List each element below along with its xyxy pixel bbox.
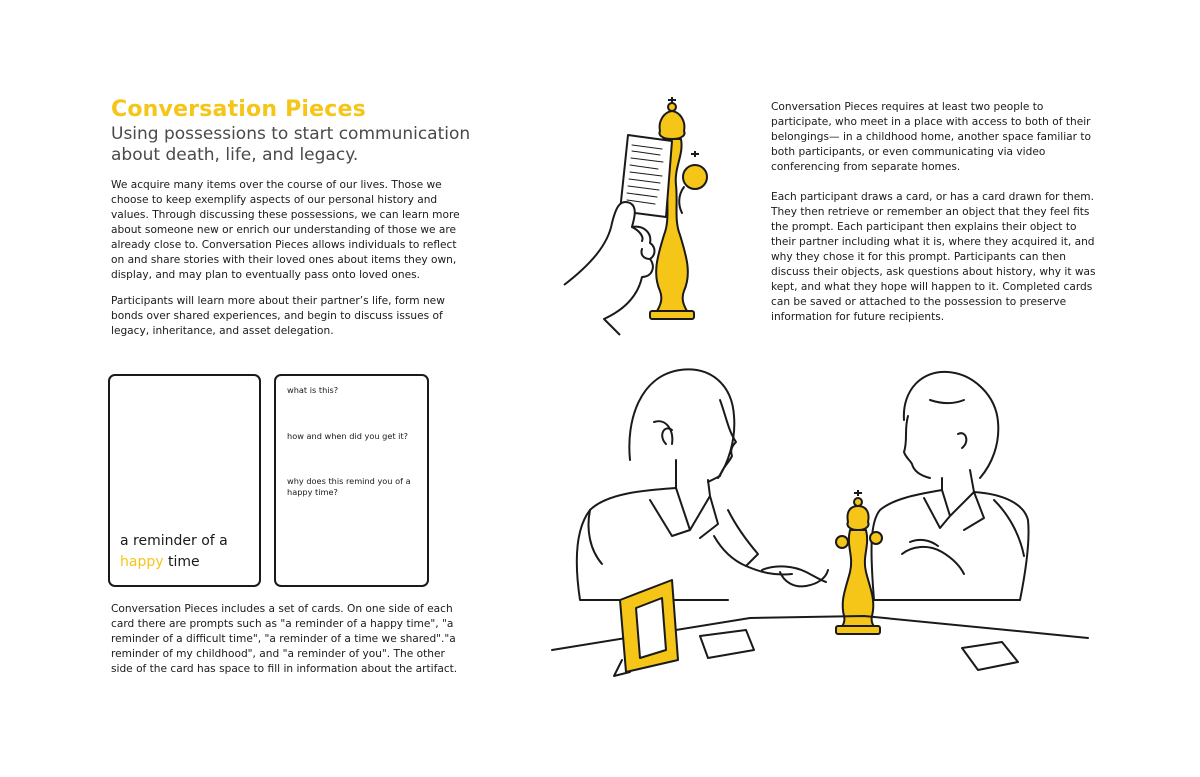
left-person-figure [577, 369, 792, 600]
card-on-table-right-icon [962, 642, 1018, 670]
card-front [108, 374, 261, 587]
intro-paragraph-2: Participants will learn more about their partner’s life, form new bonds over shared experiences, and begin to discuss issues of legacy, inheritance, and asset delegation. [111, 295, 445, 337]
card-front-label-line1: a reminder of a [120, 533, 228, 549]
page-subtitle: Using possessions to start communication about death, life, and legacy. [111, 124, 471, 165]
picture-frame-icon [614, 580, 678, 676]
cards-description: Conversation Pieces includes a set of cards. On one side of each card there are prompts such as "a reminder of a happy time", "a reminder of a difficult time", "a reminder of a time we shared"."a reminder of my childhood", and "a reminder of you". The other side of the card has space to fill in information about the artifact. [111, 603, 458, 675]
card-on-table-left-icon [700, 630, 754, 658]
card-front-label-end: time [163, 554, 200, 570]
two-people-conversation-illustration [550, 360, 1090, 680]
page-title: Conversation Pieces [111, 97, 366, 122]
right-person-figure [872, 372, 1029, 600]
card-prompt-how-when: how and when did you get it? [287, 431, 409, 441]
table-trophy-icon [836, 490, 882, 634]
card-prompt-why: why does this remind you of a happy time? [287, 476, 411, 497]
hand-card-trophy-illustration [560, 95, 740, 335]
card-back [274, 374, 429, 587]
card-front-label [120, 531, 255, 573]
how-it-works-paragraph-2: Each participant draws a card, or has a card drawn for them. They then retrieve or remember an object that they feel fits the prompt. Each participant then explains their object to their partner including what it is, where they acquired it, and why they chose it for this prompt. Participants can then discuss their objects, ask questions about history, why it was kept, and what they hope will happen to it. Completed cards can be saved or attached to the possession to preserve information for future recipients. [771, 191, 1096, 323]
hand-icon [564, 202, 655, 335]
how-it-works-paragraph-1: Conversation Pieces requires at least two people to participate, who meet in a place with access to both of their belongings— in a childhood home, another space familiar to both participants, or even communicating via video conferencing from separate homes. [771, 101, 1092, 173]
intro-paragraph-1: We acquire many items over the course of our lives. Those we choose to keep exemplify aspects of our personal history and values. Through discussing these possessions, we can learn more about someone new or enrich our understanding of those we are already close to. Conversation Pieces allows individuals to reflect on and share stories with their loved ones about items they own, display, and may plan to eventually pass onto loved ones. [111, 179, 460, 281]
card-prompt-what: what is this? [287, 385, 339, 395]
card-front-highlight-word: happy [120, 554, 164, 570]
reaching-hand-icon [762, 566, 828, 586]
